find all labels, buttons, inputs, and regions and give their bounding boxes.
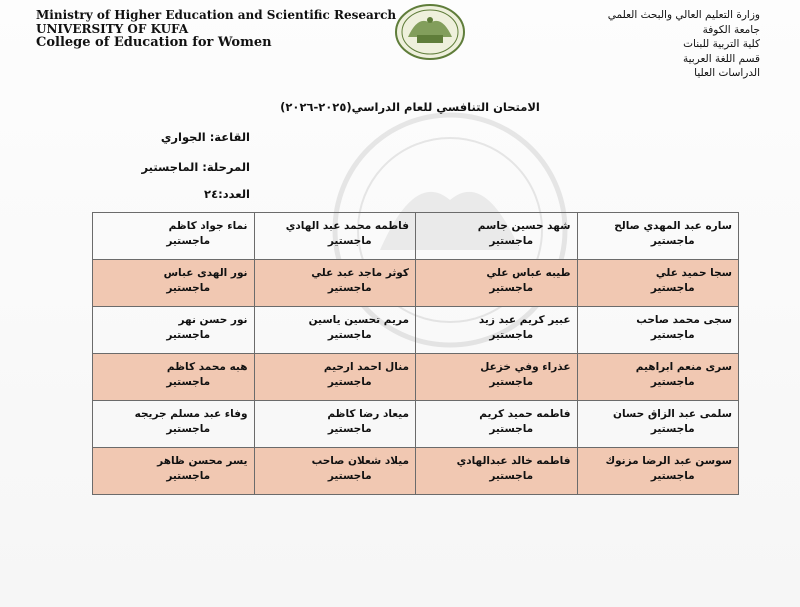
table-cell (577, 401, 739, 448)
student-stage: ماجستير (489, 235, 534, 247)
student-name: ميعاد رضا كاظم (327, 408, 409, 420)
student-roster-table (92, 212, 739, 495)
stage-label: المرحلة: الماجستير (141, 160, 250, 174)
table-row (93, 448, 739, 495)
student-name: عذراء وفي خزعل (480, 361, 571, 373)
table-cell (254, 307, 416, 354)
student-name: كوثر ماجد عبد علي (311, 267, 409, 279)
student-name: هبه محمد كاظم (166, 361, 248, 373)
student-name: طيبه عباس علي (486, 267, 571, 279)
table-cell (416, 307, 578, 354)
table-cell (93, 260, 255, 307)
count-label: العدد:٢٤ (204, 187, 250, 201)
table-cell (93, 213, 255, 260)
student-name: فاطمه محمد عبد الهادي (285, 220, 409, 232)
student-stage: ماجستير (166, 235, 211, 247)
table-row (93, 307, 739, 354)
student-stage: ماجستير (650, 282, 695, 294)
student-name: شهد حسين جاسم (477, 220, 571, 232)
student-stage: ماجستير (327, 329, 372, 341)
university-name-en: UNIVERSITY OF KUFA (36, 22, 189, 36)
table-cell (416, 213, 578, 260)
college-name-ar: كلية التربية للبنات (683, 38, 760, 50)
student-name: عبير كريم عبد زيد (478, 314, 571, 326)
student-stage: ماجستير (327, 423, 372, 435)
arabic-letterhead (560, 8, 760, 81)
department-name-ar: قسم اللغة العربية (682, 52, 760, 65)
table-cell (254, 354, 416, 401)
student-stage: ماجستير (489, 376, 534, 388)
table-cell (577, 354, 739, 401)
student-name: فاطمه خالد عبدالهادي (456, 455, 571, 467)
student-stage: ماجستير (166, 470, 211, 482)
table-row (93, 260, 739, 307)
table-cell (93, 401, 255, 448)
student-stage: ماجستير (650, 376, 695, 388)
student-stage: ماجستير (489, 282, 534, 294)
table-row (93, 213, 739, 260)
student-stage: ماجستير (166, 329, 211, 341)
student-stage: ماجستير (166, 282, 211, 294)
student-name: نور الهدى عباس (163, 267, 248, 279)
exam-title: الامتحان التنافسي للعام الدراسي(٢٠٢٥-٢٠٢٦) (280, 100, 540, 114)
student-stage: ماجستير (327, 282, 372, 294)
table-cell (577, 307, 739, 354)
student-stage: ماجستير (327, 376, 372, 388)
graduate-studies-ar: الدراسات العليا (694, 67, 760, 79)
college-name-en: College of Education for Women (36, 35, 272, 50)
student-name: سجى محمد صاحب (636, 314, 732, 326)
student-name: نور حسن نهر (178, 314, 248, 326)
student-stage: ماجستير (650, 235, 695, 247)
student-stage: ماجستير (489, 423, 534, 435)
student-stage: ماجستير (650, 423, 695, 435)
table-cell (254, 260, 416, 307)
table-cell (93, 354, 255, 401)
table-cell (254, 401, 416, 448)
student-stage: ماجستير (650, 329, 695, 341)
student-stage: ماجستير (327, 235, 372, 247)
student-stage: ماجستير (327, 470, 372, 482)
student-stage: ماجستير (489, 329, 534, 341)
hall-label: القاعة: الجواري (160, 130, 250, 144)
table-row (93, 354, 739, 401)
university-seal-icon (393, 3, 467, 61)
english-letterhead (36, 8, 396, 50)
table-cell (93, 448, 255, 495)
student-name: نماء جواد كاظم (168, 220, 248, 232)
student-name: ميلاد شعلان صاحب (311, 455, 409, 467)
table-cell (416, 260, 578, 307)
student-name: سجا حميد علي (655, 267, 732, 279)
university-name-ar: جامعة الكوفة (702, 23, 760, 36)
student-name: مريم تحسين ياسين (308, 314, 409, 326)
student-stage: ماجستير (166, 423, 211, 435)
student-stage: ماجستير (489, 470, 534, 482)
table-cell (577, 260, 739, 307)
student-name: منال احمد ارحيم (323, 361, 409, 373)
student-name: سلمى عبد الزاق حسان (613, 408, 732, 420)
table-cell (254, 213, 416, 260)
table-cell (93, 307, 255, 354)
table-cell (416, 448, 578, 495)
ministry-name-en: Ministry of Higher Education and Scientific Research (36, 8, 397, 22)
table-row (93, 401, 739, 448)
ministry-name-ar: وزارة التعليم العالي والبحث العلمي (607, 9, 760, 21)
student-name: وفاء عبد مسلم جريجه (134, 408, 248, 420)
table-cell (416, 354, 578, 401)
student-name: سوسن عبد الرضا مزنوك (605, 455, 732, 467)
table-cell (416, 401, 578, 448)
student-name: سرى منعم ابراهيم (635, 361, 732, 373)
table-cell (577, 448, 739, 495)
student-name: يسر محسن ظاهر (157, 455, 248, 467)
student-name: ساره عبد المهدي صالح (614, 220, 732, 232)
student-stage: ماجستير (166, 376, 211, 388)
student-name: فاطمه حميد كريم (479, 408, 571, 420)
table-cell (577, 213, 739, 260)
student-stage: ماجستير (650, 470, 695, 482)
table-cell (254, 448, 416, 495)
